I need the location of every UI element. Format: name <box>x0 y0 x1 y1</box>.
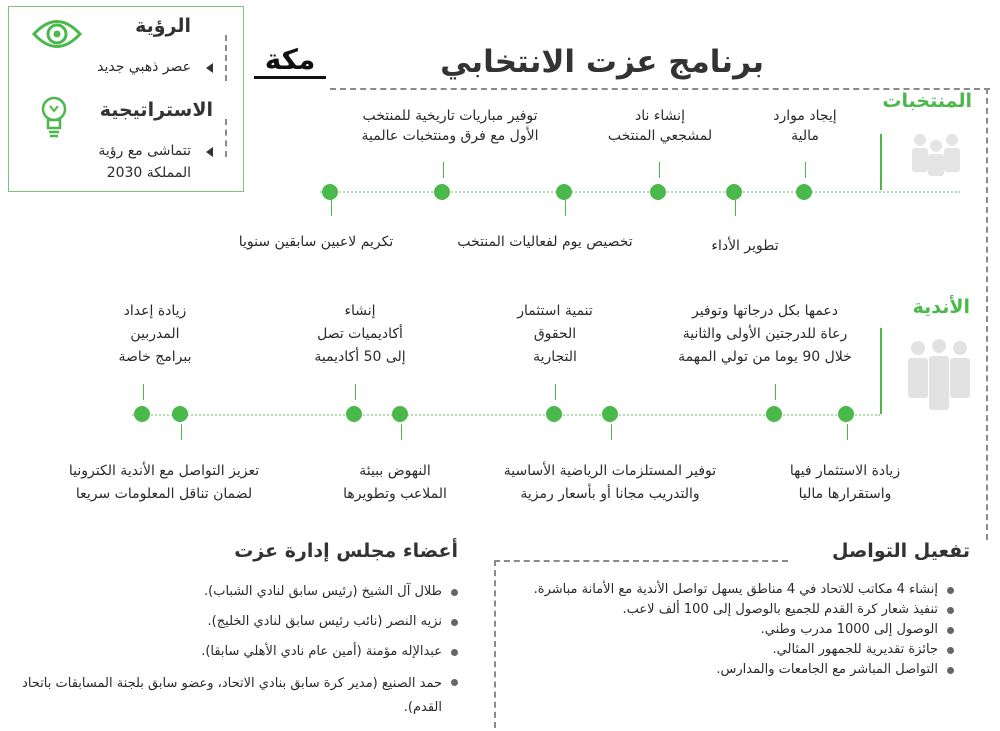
clubs-item <box>320 460 470 506</box>
teams-item-line: مالية <box>791 128 819 144</box>
teams-item-line: لمشجعي المنتخب <box>607 128 713 144</box>
communication-left-border <box>494 560 496 728</box>
clubs-item <box>90 300 220 369</box>
timeline-dot <box>726 184 742 200</box>
clubs-item <box>770 460 920 506</box>
communication-item: تنفيذ شعار كرة القدم للجميع بالوصول إلى 100 ألف لاعب. <box>506 600 956 620</box>
clubs-item-line: المدربين <box>130 326 180 342</box>
teams-item-line: تكريم لاعبين سابقين سنويا <box>238 234 394 250</box>
clubs-item-line: إلى 50 أكاديمية <box>314 349 406 365</box>
teams-item <box>590 106 730 146</box>
board-member: حمد الصنيع (مدير كرة سابق بنادي الاتحاد، وعضو سابق بلجنة المسابقات باتحاد القدم). <box>20 672 460 720</box>
communication-item: التواصل المباشر مع الجامعات والمدارس. <box>506 660 956 680</box>
clubs-item <box>290 300 430 369</box>
page-title: برنامج عزت الانتخابي <box>440 44 764 80</box>
teams-icon <box>904 128 968 182</box>
teams-item <box>226 232 406 252</box>
timeline-dot <box>346 406 362 422</box>
strategy-line-1: تتماشى مع رؤية <box>98 143 191 159</box>
clubs-item-line: تعزيز التواصل مع الأندية الكترونيا <box>68 463 260 479</box>
timeline-dot <box>546 406 562 422</box>
teams-bar <box>880 134 882 190</box>
clubs-label: الأندية <box>912 296 970 318</box>
eye-icon <box>31 13 83 59</box>
clubs-item-line: ببرامج خاصة <box>118 349 192 365</box>
teams-timeline <box>320 191 960 193</box>
teams-item-line: إنشاء ناد <box>635 108 685 124</box>
timeline-dot <box>322 184 338 200</box>
board-member: نزيه النصر (نائب رئيس سابق لنادي الخليج). <box>20 612 460 632</box>
board-member: طلال آل الشيخ (رئيس سابق لنادي الشباب). <box>20 582 460 602</box>
vision-title: الرؤية <box>135 15 191 37</box>
timeline-dot <box>392 406 408 422</box>
clubs-item-line: النهوض ببيئة <box>359 463 431 479</box>
clubs-item-line: الملاعب وتطويرها <box>343 486 447 502</box>
clubs-item-line: تنمية استثمار <box>517 303 593 319</box>
clubs-item-line: توفير المستلزمات الرياضية الأساسية <box>503 463 717 479</box>
board-title: أعضاء مجلس إدارة عزت <box>234 540 458 562</box>
timeline-dot <box>556 184 572 200</box>
clubs-item <box>660 300 870 369</box>
right-divider <box>986 88 988 540</box>
teams-item <box>350 106 550 146</box>
clubs-item <box>44 460 284 506</box>
timeline-dot <box>602 406 618 422</box>
timeline-dot <box>434 184 450 200</box>
clubs-item-line: واستقرارها ماليا <box>798 486 892 502</box>
clubs-item-line: زيادة الاستثمار فيها <box>789 463 901 479</box>
lightbulb-icon <box>39 95 69 145</box>
timeline-dot <box>134 406 150 422</box>
vision-strategy-box <box>8 6 244 192</box>
arrow-left-icon <box>206 147 213 157</box>
header-underline <box>254 76 326 79</box>
communication-item: جائزة تقديرية للجمهور المثالي. <box>506 640 956 660</box>
clubs-item-line: زيادة إعداد <box>123 303 187 319</box>
strategy-line-2: المملكة 2030 <box>106 165 191 181</box>
clubs-item-line: خلال 90 يوما من تولي المهمة <box>678 349 852 365</box>
communication-item: الوصول إلى 1000 مدرب وطني. <box>506 620 956 640</box>
clubs-item-line: لضمان تناقل المعلومات سريعا <box>75 486 253 502</box>
strategy-title: الاستراتيجية <box>99 99 213 121</box>
teams-item-line: تخصيص يوم لفعاليات المنتخب <box>457 234 633 250</box>
teams-item-line: توفير مباريات تاريخية للمنتخب <box>362 108 538 124</box>
timeline-dot <box>650 184 666 200</box>
vision-text: عصر ذهبي جديد <box>97 59 191 75</box>
timeline-dot <box>796 184 812 200</box>
team-players-icon <box>904 338 974 420</box>
timeline-dot <box>172 406 188 422</box>
teams-item <box>750 106 860 146</box>
clubs-item-line: الحقوق <box>533 326 577 342</box>
communication-item: إنشاء 4 مكاتب للاتحاد في 4 مناطق يسهل تواصل الأندية مع الأمانة مباشرة. <box>506 580 956 600</box>
clubs-item-line: رعاة للدرجتين الأولى والثانية <box>682 326 848 342</box>
arrow-left-icon <box>206 63 213 73</box>
logo-text: مكة <box>264 43 316 76</box>
clubs-item-line: التجارية <box>533 349 577 365</box>
clubs-item-line: دعمها بكل درجاتها وتوفير <box>691 303 839 319</box>
clubs-item-line: والتدريب مجانا أو بأسعار رمزية <box>520 486 700 502</box>
teams-item <box>690 236 800 256</box>
teams-item-line: الأول مع فرق ومنتخبات عالمية <box>361 128 539 144</box>
clubs-item-line: أكاديميات تصل <box>317 326 403 342</box>
communication-list <box>506 580 956 680</box>
logo <box>254 40 326 80</box>
teams-item <box>440 232 650 252</box>
clubs-item <box>490 300 620 369</box>
timeline-dot <box>838 406 854 422</box>
board-member: عبدالإله مؤمنة (أمين عام نادي الأهلي سابقا). <box>20 642 460 662</box>
board-list <box>20 582 460 720</box>
clubs-bar <box>880 328 882 414</box>
teams-label: المنتخبات <box>882 90 972 112</box>
teams-item-line: إيجاد موارد <box>773 108 837 124</box>
clubs-item <box>490 460 730 506</box>
communication-divider <box>494 560 788 562</box>
clubs-item-line: إنشاء <box>344 303 376 319</box>
teams-item-line: تطوير الأداء <box>711 238 779 254</box>
timeline-dot <box>766 406 782 422</box>
communication-title: تفعيل التواصل <box>831 540 970 562</box>
